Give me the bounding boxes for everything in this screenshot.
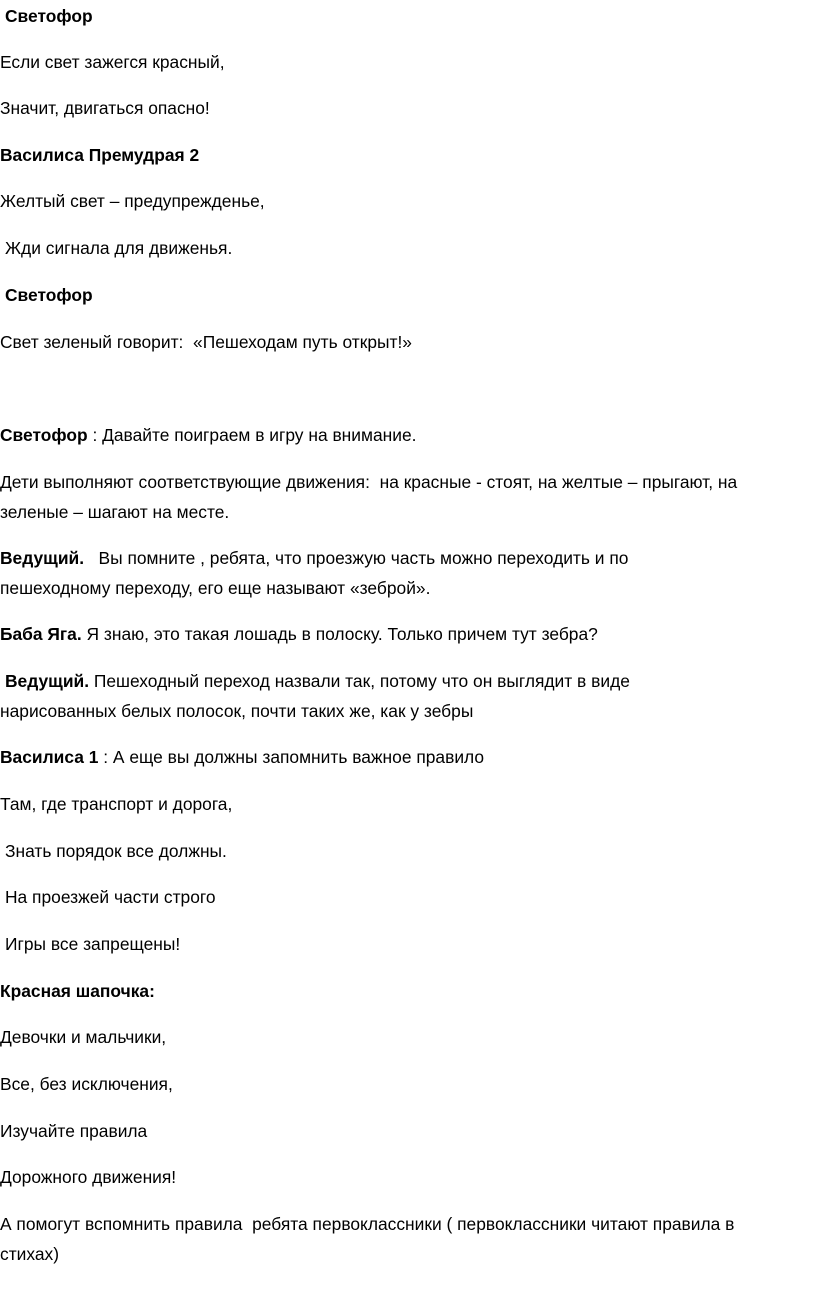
speaker-vasilisa-premudraya: Василиса Премудрая 2: [0, 145, 200, 165]
dialogue-text: : А еще вы должны запомнить важное правило: [98, 747, 485, 767]
verse-line: Знать порядок все должны.: [5, 841, 227, 861]
verse-line: Жди сигнала для движенья.: [5, 238, 233, 258]
verse-line: Свет зеленый говорит: «Пешеходам путь открыт!»: [0, 332, 412, 352]
speaker-krasnaya-shapochka: Красная шапочка:: [0, 981, 155, 1001]
speaker-veduschiy: Ведущий.: [5, 671, 90, 691]
dialogue-line: [0, 547, 816, 570]
verse-line: На проезжей части строго: [5, 887, 216, 907]
narration-line: А помогут вспомнить правила ребята первоклассники ( первоклассники читают правила в: [0, 1214, 735, 1234]
dialogue-text: Вы помните , ребята, что проезжую часть можно переходить и по: [84, 548, 629, 568]
dialogue-line: нарисованных белых полосок, почти таких же, как у зебры: [0, 701, 474, 721]
speaker-svetofor: Светофор: [0, 425, 88, 445]
narration-line: стихах): [0, 1244, 60, 1264]
verse-line: Значит, двигаться опасно!: [0, 98, 210, 118]
verse-line: Девочки и мальчики,: [0, 1027, 167, 1047]
verse-line: Все, без исключения,: [0, 1074, 173, 1094]
dialogue-text: : Давайте поиграем в игру на внимание.: [87, 425, 417, 445]
verse-line: Желтый свет – предупрежденье,: [0, 191, 265, 211]
dialogue-text: Я знаю, это такая лошадь в полоску. Только причем тут зебра?: [81, 624, 598, 644]
speaker-svetofor: Светофор: [5, 6, 93, 26]
dialogue-line: [0, 623, 816, 646]
speaker-svetofor: Светофор: [5, 285, 93, 305]
dialogue-line: [0, 670, 816, 693]
verse-line: Там, где транспорт и дорога,: [0, 794, 233, 814]
verse-line: Если свет зажегся красный,: [0, 52, 225, 72]
dialogue-line: [0, 746, 816, 769]
speaker-veduschiy: Ведущий.: [0, 548, 85, 568]
verse-line: Изучайте правила: [0, 1121, 148, 1141]
speaker-baba-yaga: Баба Яга.: [0, 624, 82, 644]
dialogue-text: Пешеходный переход назвали так, потому что он выглядит в виде: [89, 671, 630, 691]
stage-direction-line: Дети выполняют соответствующие движения: на красные - стоят, на желтые – прыгают, на: [0, 472, 738, 492]
verse-line: Дорожного движения!: [0, 1167, 177, 1187]
verse-line: Игры все запрещены!: [5, 934, 181, 954]
speaker-vasilisa-1: Василиса 1: [0, 747, 99, 767]
dialogue-line: пешеходному переходу, его еще называют «зеброй».: [0, 578, 431, 598]
stage-direction-line: зеленые – шагают на месте.: [0, 502, 230, 522]
dialogue-line: [0, 424, 816, 447]
